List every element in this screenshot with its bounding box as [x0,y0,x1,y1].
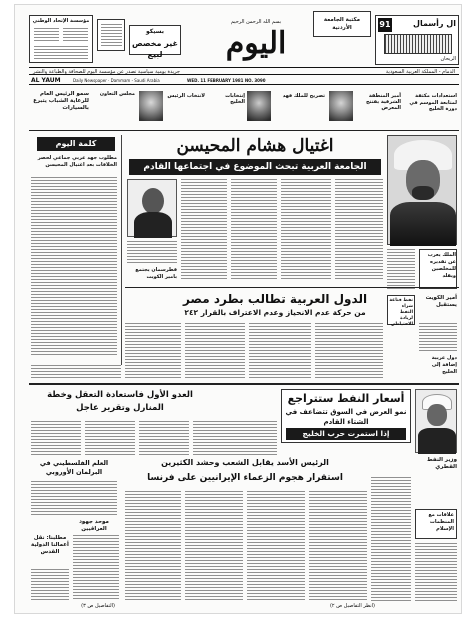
bottom-left-headline: العدو الأول فاستعادة التعقل وخطة المنارل وتقرير عاجل [47,390,193,413]
king-story [387,249,415,289]
logo-text: اليوم [225,26,287,61]
small-box-left [97,19,125,51]
teaser-item[interactable]: تصريح للملك فهد [282,93,325,99]
second-headline: الدول العربية تطالب بطرد مصر [182,292,368,306]
teaser-photo [329,91,353,121]
right-ad-title: ال رأسمال [413,19,456,28]
teaser-item[interactable]: استعدادات مكثفة لمتابعة الموسم في دورة الخليج [409,93,457,112]
right-bottom-caption: وزير النفط القطري [426,457,457,470]
english-title: AL YAUM [31,77,61,84]
ac-unit-graphic [384,34,452,54]
teaser-photo [139,91,163,121]
ad-prefix: بسيكو [145,28,165,35]
kalima-subtitle: مطلوب جهد عربي جماعي لحصر الخلافات بعد اغتيال المحيسن [37,155,117,168]
kuwait-caption: أمير الكويت يستقبل [425,295,457,308]
kalima-header [37,137,115,151]
main-story-col [335,179,383,281]
teaser-item[interactable]: أمير المنطقة الشرقية يفتتح المعرض [365,93,401,111]
edition-box-label: مكتبة الجامعة الأردنية [323,17,361,31]
info-bar [29,67,459,75]
english-tagline: Daily Newspaper · Dammam - Saudi Arabia [73,78,160,83]
teaser-row [29,87,459,131]
top-left-promo [29,15,93,63]
english-date: WED. 11 FEBRUARY 1981 NO. 3090 [187,78,266,83]
newspaper-page [14,4,462,614]
oil-headline: أسعار النفط ستتراجع [287,392,405,405]
king-caption-box [419,249,457,289]
right-bottom-box [415,509,457,539]
oil-third: إذا استمرت حرب الخليج [286,428,406,440]
right-column-caption: دول عربية إضافة إلى الخليج [431,355,457,375]
ad-box [129,25,181,59]
footer-left: (التفاصيل ص ٣) [81,603,115,609]
kalima-title: كلمة اليوم [55,139,97,148]
left-small-1: موحد جهود العراقيين [79,519,109,532]
oil-headline-box [281,389,411,443]
bottom-center-sub: استقرار هجوم الزعماء الإيرانيين على فرنسا [147,473,343,483]
logo-caption: بسم الله الرحمن الرحيم [230,19,282,25]
teaser-photo [247,91,271,121]
sub-headline: الجامعة العربية تبحث الموضوع في اجتماعها القادم [129,159,381,175]
right-ad-number: 91 [378,18,392,32]
kalima-body [31,177,117,357]
teaser-item[interactable]: سمو الرئيس العام للرعاية الشباب يتبرع بالسيارات [33,91,89,111]
press-name: مؤسسة الإتحاد الوطني [32,18,90,24]
teaser-item[interactable]: مجلس التعاون [99,91,135,97]
footer-right: (انظر التفاصيل ص ٢) [329,603,375,609]
portrait-photo-left [127,179,177,237]
oil-box [387,295,415,325]
right-bottom-box-text: علاقات مع المنظمات الإسلام [428,512,454,532]
bottom-center-headline: الرئيس الأسد يقابل الشعب وحشد الكثيرين [161,458,329,467]
right-ad [375,15,459,65]
main-story-col [181,179,227,281]
side-caption: قطرسمان يجتمع بامير الكويت [135,267,177,280]
logo [207,19,305,65]
king-photo [387,135,457,245]
teaser-item[interactable]: إنتخابات الخليج [225,93,245,105]
king-caption: الملك يعرب عن تقديره للمخلصين ويقلد [427,252,456,279]
info-bar-right: الدمام - المملكة العربية السعودية [385,69,455,75]
second-sub: من حركة عدم الانحياز وعدم الاعتراف بالقرار ٢٤٢ [184,308,366,317]
oil-sub: نمو العرض في السوق تتضاعف في الشتاء القادم [285,408,407,426]
palestine-box: العلم الفلسطيني في البرلمان الأوروبي [39,459,109,476]
left-small-2: مطلبنا: نقل أعمالنا الدولية القدس [31,535,69,555]
edition-box [313,11,371,37]
right-ad-sub: الريحان [440,56,456,62]
minister-photo [415,389,457,453]
main-story-col [281,179,331,281]
info-bar-text: جريدة يومية سياسية تصدر عن مؤسسة اليوم للصحافة والطباعة والنشر [33,69,180,75]
oil-box-text: نفط قناعة شراء النفط لزيادة الاحتياطي [389,298,413,327]
ad-main: غير مخصص لبيع [131,39,178,59]
english-bar [29,77,459,85]
teaser-item[interactable]: لانتخاب الرئيس [167,93,205,99]
main-headline: اغتيال هشام المحيسن [176,136,334,156]
main-story-col [231,179,277,281]
